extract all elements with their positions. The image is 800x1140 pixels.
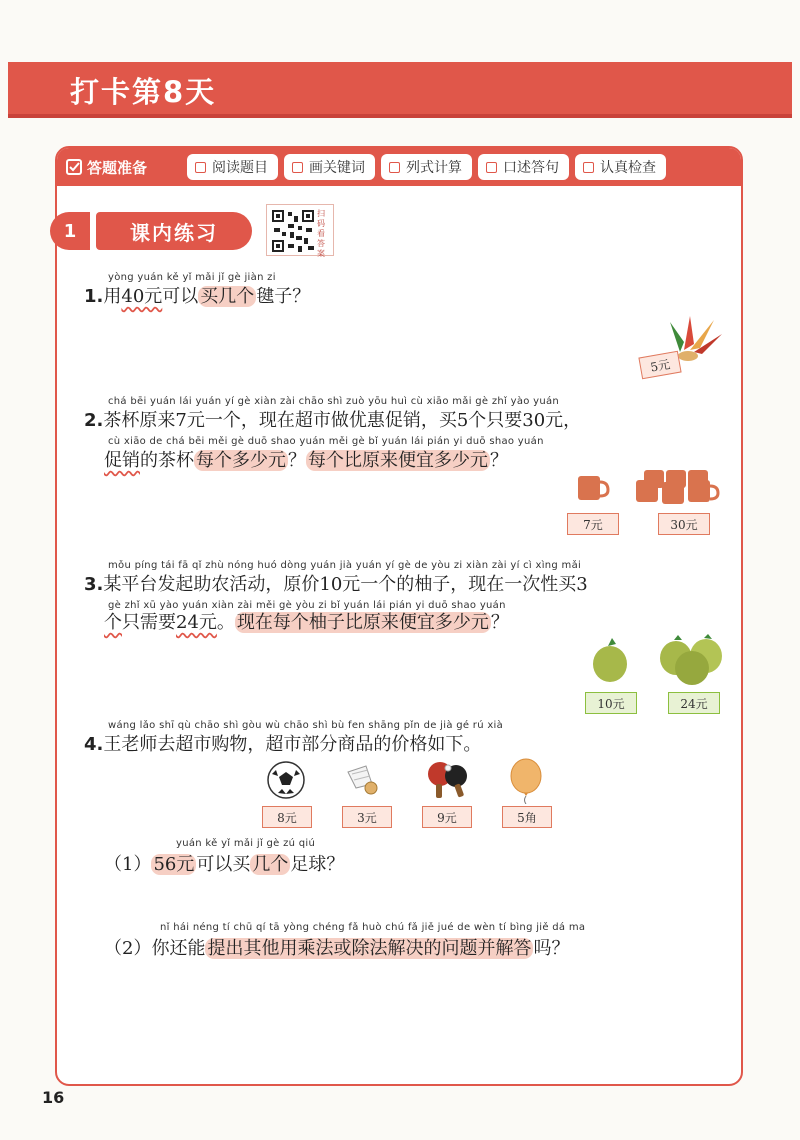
q3-text: ？ [490,612,509,633]
question-4-sub2 [104,940,569,958]
qr-caption: 扫码看答案 [317,209,325,258]
checklist-icon [65,158,83,176]
prep-item-keywords[interactable] [284,154,375,180]
question-4 [84,736,481,754]
answer-prep-label: 答题准备 [87,158,148,177]
q2-text: 的茶杯 [140,450,194,471]
price-tag: 30元 [658,513,710,535]
q2-pinyin: chá bēi yuán lái yuán yí gè xiàn zài chāo shì zuò yōu huì cù xiāo mǎi gè zhǐ yào yuán [108,396,560,407]
q3-keyword-question: 现在每个柚子比原来便宜多少元 [236,612,489,633]
q1-text: 毽子？ [256,286,311,307]
price-tag: 5角 [502,806,552,828]
price-tag: 5元 [638,351,681,380]
price-tag: 3元 [342,806,392,828]
prep-item-label: 列式计算 [406,160,462,176]
q3-pinyin: mǒu píng tái fā qǐ zhù nóng huó dòng yuán jià yuán yí gè de yòu zi xiàn zài yí cì xìng mǎi [108,560,582,571]
page-number: 16 [42,1088,65,1107]
balloon-icon [508,758,544,804]
q3-keyword-amount: 24元 [176,612,217,633]
q1-text: 可以 [162,286,199,307]
price-tag: 7元 [567,513,619,535]
price-tag: 10元 [585,692,637,714]
checkbox-icon [195,162,206,173]
q1-keyword-amount: 40元 [121,286,163,307]
q2-keyword: 促销 [104,450,140,471]
price-tag: 9元 [422,806,472,828]
q4-text: 你还能 [151,938,206,959]
q2-text: ？ [288,450,306,471]
checkbox-icon [292,162,303,173]
prep-item-oral[interactable] [478,154,569,180]
q3-text-line1: 某平台发起助农活动，原价10元一个的柚子，现在一次性买3 [103,574,588,595]
sub-question-number: （2） [104,938,152,959]
q2-keyword-question: 每个比原来便宜多少元 [308,450,488,471]
question-number: 2. [84,410,104,431]
question-1 [84,288,310,306]
price-tag: 24元 [668,692,720,714]
question-number: 4. [84,734,104,755]
question-4-sub1 [104,856,344,874]
question-3-line2 [104,614,509,632]
q3-pinyin-line2: gè zhǐ xū yào yuán xiàn zài měi gè yòu zi bǐ yuán lái pián yi duō shao yuán [108,600,506,611]
q2-keyword-question: 每个多少元 [196,450,286,471]
section-number: 1 [50,212,90,250]
answer-prep-bar [57,148,741,186]
prep-item-label: 画关键词 [309,160,365,176]
qr-code-icon [270,208,316,254]
price-tag: 8元 [262,806,312,828]
page-title: 打卡第8天 [70,75,217,109]
prep-item-label: 认真检查 [600,160,656,176]
sub-question-number: （1） [104,854,152,875]
ping-pong-paddle-icon [424,760,470,800]
checkbox-icon [583,162,594,173]
section-title: 课内练习 [96,212,252,250]
q4-text: 王老师去超市购物，超市部分商品的价格如下。 [103,734,482,755]
badminton-shuttlecock-icon [342,762,382,798]
prep-item-label: 口述答句 [503,160,559,176]
question-number: 3. [84,574,104,595]
q2-pinyin-line2: cù xiāo de chá bēi měi gè duō shao yuán měi gè bǐ yuán lái pián yi duō shao yuán [108,436,544,447]
q4-text: 可以买 [196,854,251,875]
q4-text: 吗？ [533,938,570,959]
q4-keyword-amount: 56元 [153,854,195,875]
q1-text: 用 [103,286,122,307]
q3-text: 只需要 [122,612,176,633]
question-2-line2 [104,452,508,470]
prep-item-label: 阅读题目 [212,160,268,176]
title-banner [8,62,792,118]
prep-item-read[interactable] [187,154,278,180]
section-header [50,212,256,250]
prep-item-calculate[interactable] [381,154,472,180]
checkbox-icon [389,162,400,173]
q4-pinyin: wáng lǎo shī qù chāo shì gòu wù chāo shì bù fen shāng pǐn de jià gé rú xià [108,720,504,731]
prep-item-check[interactable] [575,154,666,180]
question-number: 1. [84,286,104,307]
q4-text: 足球？ [290,854,345,875]
pomelo-image [588,634,734,686]
q2-text-line1: 茶杯原来7元一个，现在超市做优惠促销，买5个只要30元， [103,410,582,431]
q1-keyword-question: 买几个 [200,286,255,307]
tea-cups-image [574,470,734,506]
question-3 [84,576,588,594]
q3-text: 。 [216,612,235,633]
q4-sub2-pinyin: nǐ hái néng tí chū qí tā yòng chéng fǎ huò chú fǎ jiě jué de wèn tí bìng jiě dá ma [160,922,586,933]
q4-keyword-question: 提出其他用乘法或除法解决的问题并解答 [207,938,532,959]
question-2 [84,412,581,430]
q4-keyword-question: 几个 [252,854,289,875]
qr-code[interactable] [266,204,334,256]
q1-pinyin: yòng yuán kě yǐ mǎi jǐ gè jiàn zi [108,272,276,283]
soccer-ball-icon [266,760,306,800]
q2-text: ？ [490,450,508,471]
q3-keyword: 个 [104,612,122,633]
checkbox-icon [486,162,497,173]
answer-prep-title [65,157,181,178]
q4-sub1-pinyin: yuán kě yǐ mǎi jǐ gè zú qiú [176,838,316,849]
